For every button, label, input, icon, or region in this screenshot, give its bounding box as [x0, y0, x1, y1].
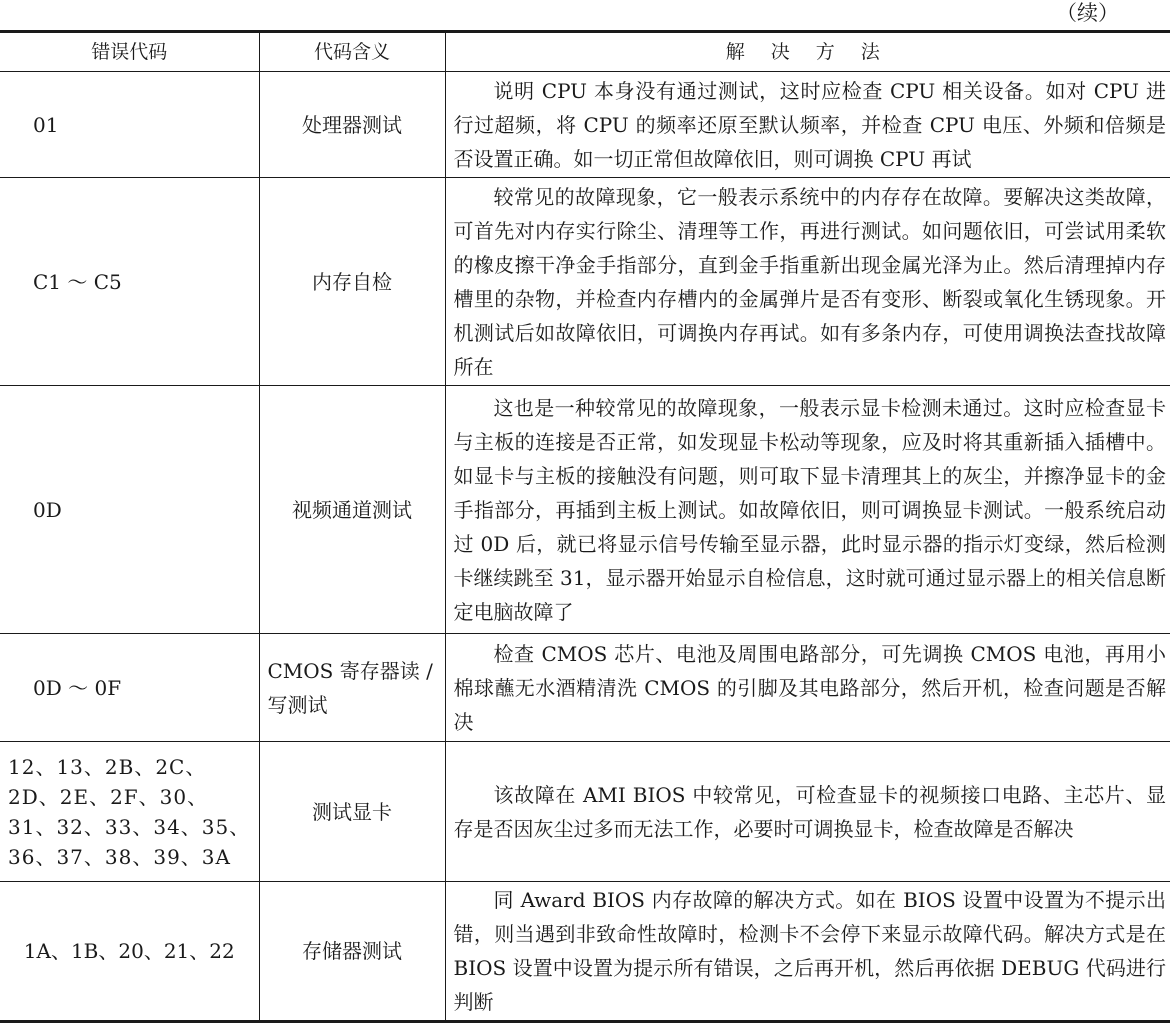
header-solution: 解 决 方 法	[445, 32, 1170, 72]
table-row	[0, 882, 1170, 1022]
solution-cell: 检查 CMOS 芯片、电池及周围电路部分，可先调换 CMOS 电池，再用小棉球蘸无水酒精清洗 CMOS 的引脚及其电路部分，然后开机，检查问题是否解决	[445, 634, 1170, 742]
solution-cell: 这也是一种较常见的故障现象，一般表示显卡检测未通过。这时应检查显卡与主板的连接是否正常，如发现显卡松动等现象，应及时将其重新插入插槽中。如显卡与主板的接触没有问题，则可取下显卡清理其上的灰尘，并擦净显卡的金手指部分，再插到主板上测试。如故障依旧，则可调换显卡测试。一般系统启动过 0D 后，就已将显示信号传输至显示器，此时显示器的指示灯变绿，然后检测卡继续跳至 31，显示器开始显示自检信息，这时就可通过显示器上的相关信息断定电脑故障了	[445, 386, 1170, 634]
table-row	[0, 634, 1170, 742]
error-code-cell: 0D ～ 0F	[0, 634, 259, 742]
code-meaning-cell: 存储器测试	[259, 882, 445, 1022]
code-meaning-cell: 测试显卡	[259, 742, 445, 882]
solution-cell: 说明 CPU 本身没有通过测试，这时应检查 CPU 相关设备。如对 CPU 进行过超频，将 CPU 的频率还原至默认频率，并检查 CPU 电压、外频和倍频是否设置正确。如一切正常但故障依旧，则可调换 CPU 再试	[445, 72, 1170, 178]
code-meaning-cell: CMOS 寄存器读 / 写测试	[259, 634, 445, 742]
error-code-cell: 12、13、2B、2C、2D、2E、2F、30、31、32、33、34、35、36、37、38、39、3A	[0, 742, 259, 882]
error-code-cell: C1 ～ C5	[0, 178, 259, 386]
table-row	[0, 178, 1170, 386]
table-row	[0, 386, 1170, 634]
solution-cell: 同 Award BIOS 内存故障的解决方式。如在 BIOS 设置中设置为不提示出错，则当遇到非致命性故障时，检测卡不会停下来显示故障代码。解决方式是在 BIOS 设置中设置为提示所有错误，之后再开机，然后再依据 DEBUG 代码进行判断	[445, 882, 1170, 1022]
table-header-row	[0, 32, 1170, 72]
solution-cell: 该故障在 AMI BIOS 中较常见，可检查显卡的视频接口电路、主芯片、显存是否因灰尘过多而无法工作，必要时可调换显卡，检查故障是否解决	[445, 742, 1170, 882]
code-meaning-cell: 内存自检	[259, 178, 445, 386]
solution-cell: 较常见的故障现象，它一般表示系统中的内存存在故障。要解决这类故障，可首先对内存实行除尘、清理等工作，再进行测试。如问题依旧，可尝试用柔软的橡皮擦干净金手指部分，直到金手指重新出现金属光泽为止。然后清理掉内存槽里的杂物，并检查内存槽内的金属弹片是否有变形、断裂或氧化生锈现象。开机测试后如故障依旧，可调换内存再试。如有多条内存，可使用调换法查找故障所在	[445, 178, 1170, 386]
error-code-table	[0, 30, 1170, 1023]
error-code-cell: 0D	[0, 386, 259, 634]
code-meaning-cell: 处理器测试	[259, 72, 445, 178]
error-code-cell: 01	[0, 72, 259, 178]
header-error-code: 错误代码	[0, 32, 259, 72]
code-meaning-cell: 视频通道测试	[259, 386, 445, 634]
table-row	[0, 72, 1170, 178]
table-row	[0, 742, 1170, 882]
continued-label: （续）	[1056, 1, 1119, 25]
header-code-meaning: 代码含义	[259, 32, 445, 72]
error-code-cell: 1A、1B、20、21、22	[0, 882, 259, 1022]
